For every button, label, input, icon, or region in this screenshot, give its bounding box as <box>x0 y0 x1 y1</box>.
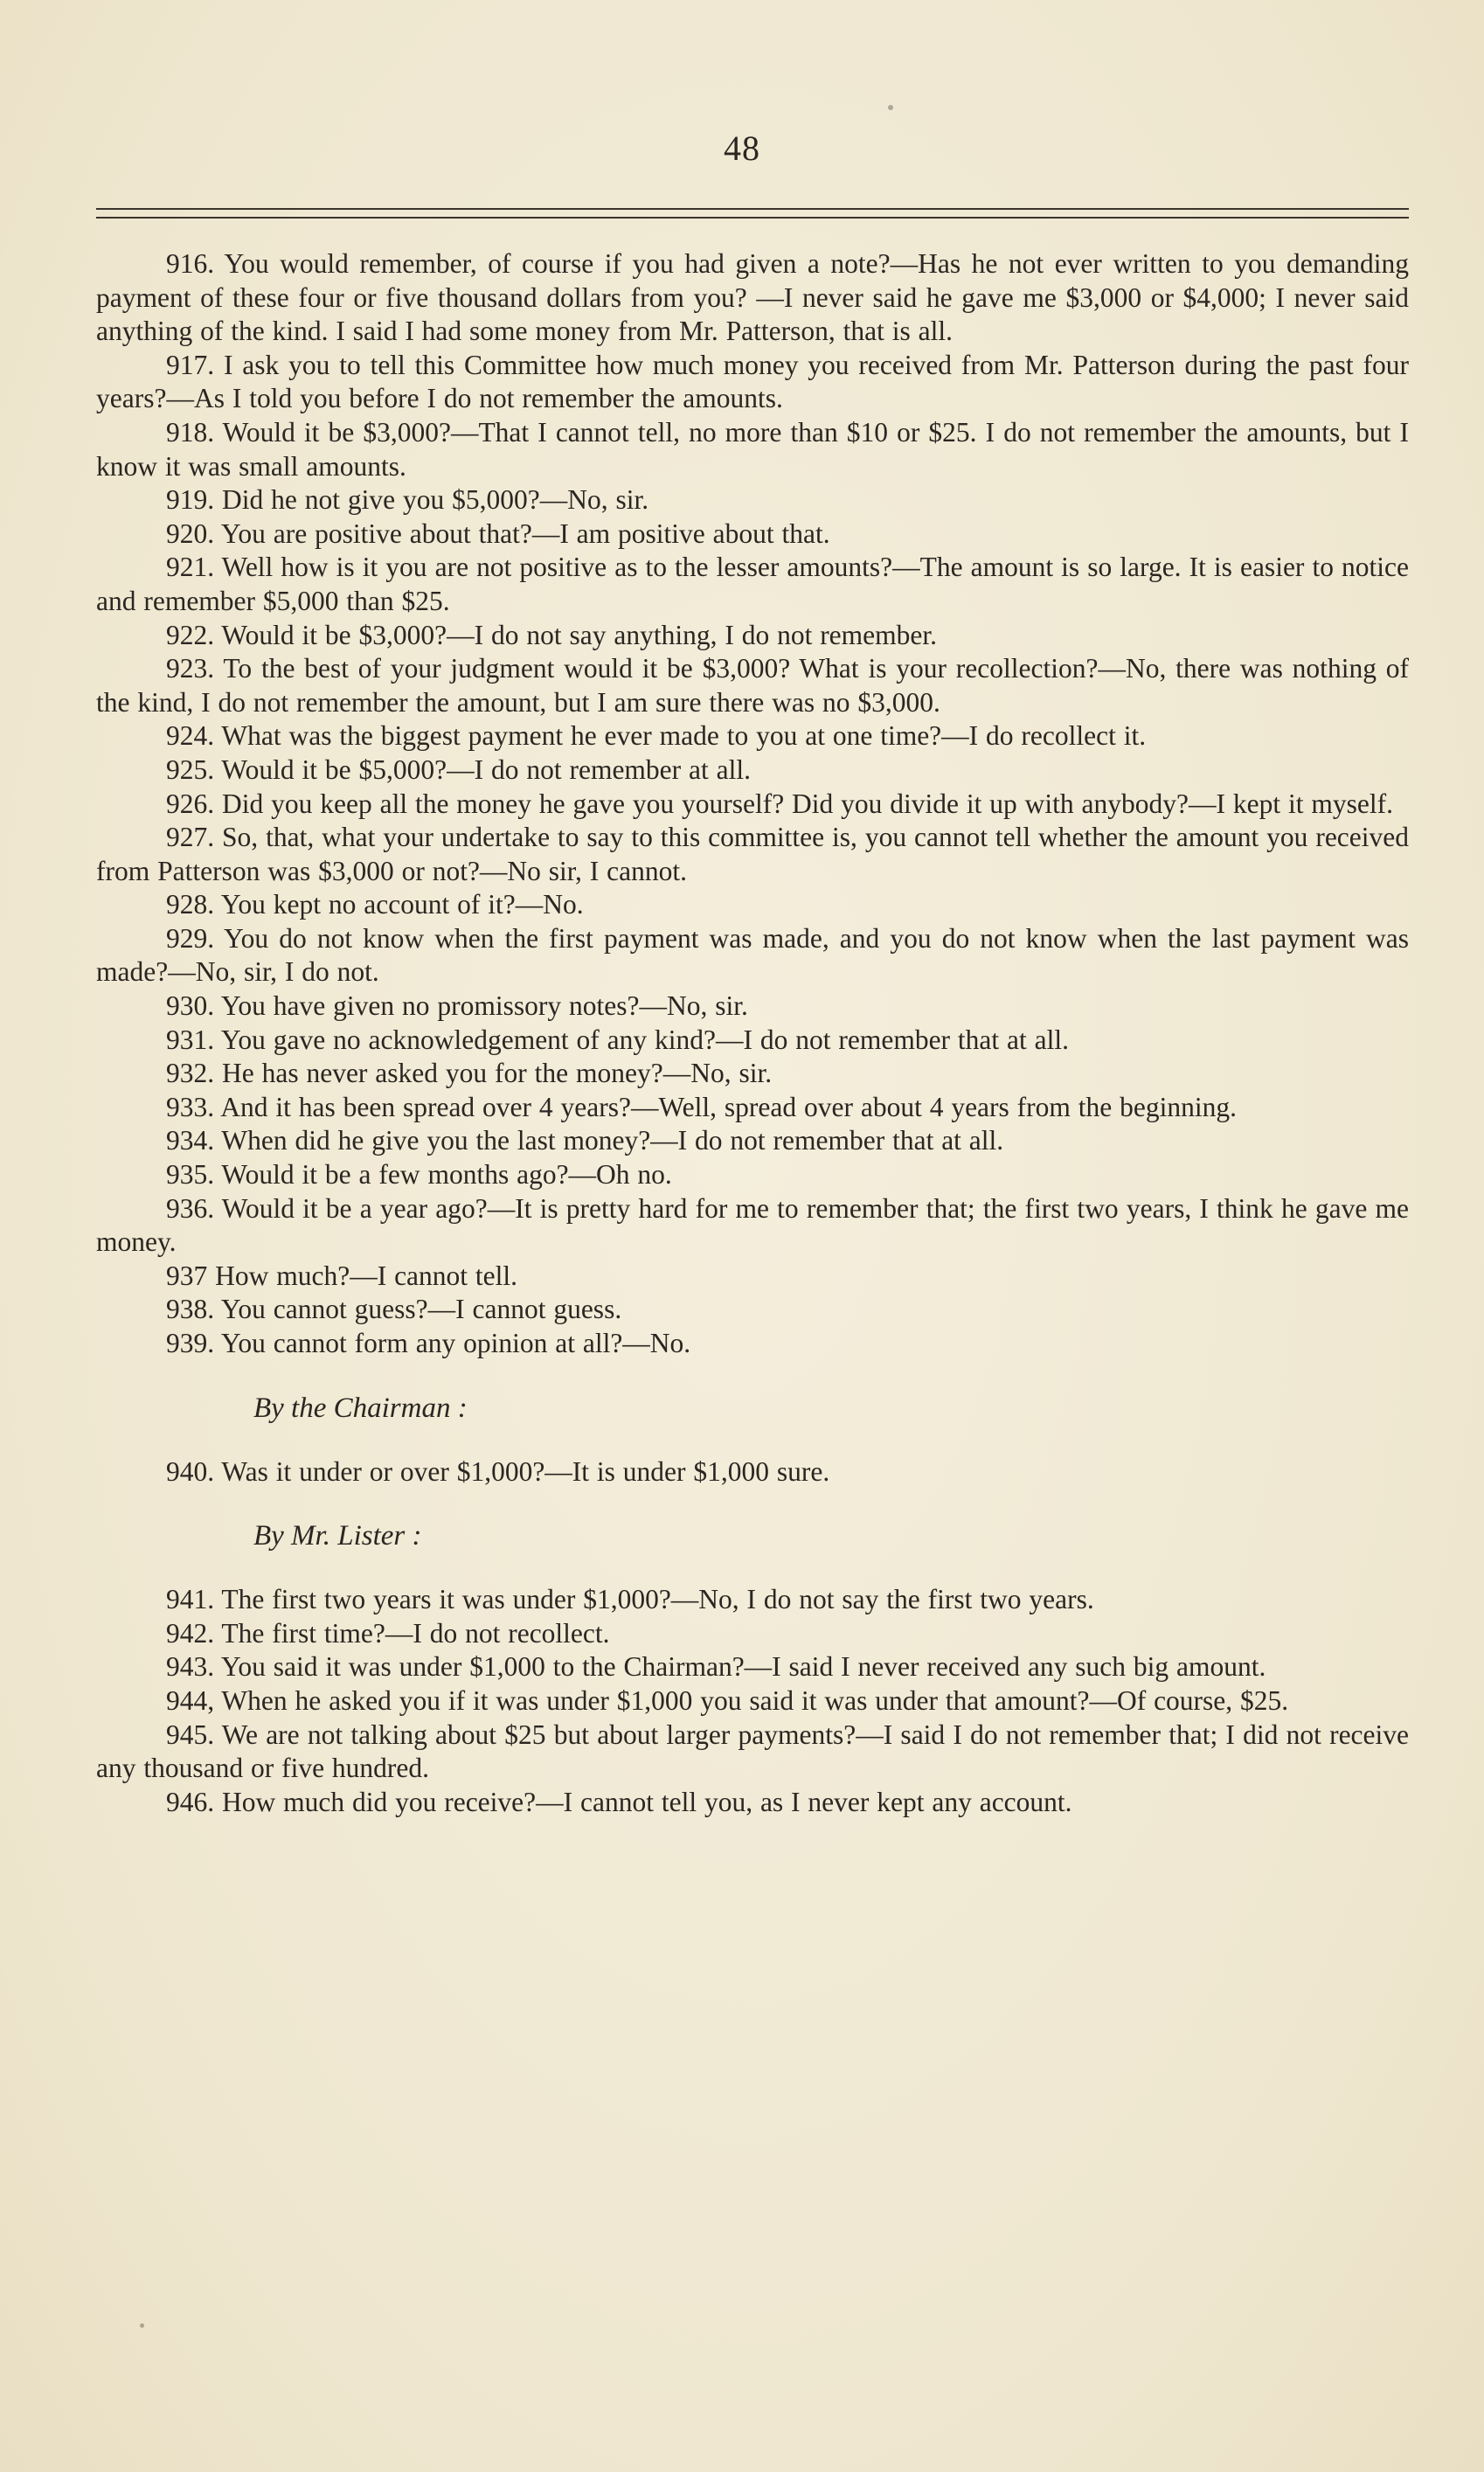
testimony-paragraph: 938. You cannot guess?—I cannot guess. <box>166 1294 622 1325</box>
testimony-paragraph: 927. So, that, what your undertake to say to this committee is, you cannot tell whether the amount you received from Patterson was $3,000 or not?—No sir, I cannot. <box>96 822 1409 886</box>
testimony-paragraph: 930. You have given no promissory notes?—No, sir. <box>166 990 748 1022</box>
testimony-paragraph: 917. I ask you to tell this Committee how much money you received from Mr. Patterson during the past four years?—As I told you before I do not remember the amounts. <box>96 349 1409 414</box>
testimony-paragraph: 940. Was it under or over $1,000?—It is under $1,000 sure. <box>166 1455 830 1487</box>
testimony-paragraph: 944, When he asked you if it was under $1,000 you said it was under that amount?—Of course, $25. <box>166 1684 1289 1716</box>
testimony-paragraph: 941. The first two years it was under $1,000?—No, I do not say the first two years. <box>166 1584 1094 1615</box>
testimony-paragraph: 935. Would it be a few months ago?—Oh no. <box>166 1159 672 1191</box>
ink-speck <box>888 105 893 110</box>
testimony-paragraph: 945. We are not talking about $25 but about larger payments?—I said I do not remember that; I did not receive any thousand or five hundred. <box>96 1719 1409 1784</box>
section-heading-chairman: By the Chairman : <box>253 1392 468 1424</box>
testimony-paragraph: 926. Did you keep all the money he gave you yourself? Did you divide it up with anybody?—I kept it myself. <box>166 788 1393 819</box>
testimony-paragraph: 923. To the best of your judgment would it be $3,000? What is your recollection?—No, there was nothing of the kind, I do not remember the amount, but I am sure there was no $3,000. <box>96 653 1409 718</box>
header-rule-bottom <box>96 217 1409 219</box>
testimony-paragraph: 946. How much did you receive?—I cannot tell you, as I never kept any account. <box>166 1786 1072 1817</box>
testimony-paragraph: 928. You kept no account of it?—No. <box>166 889 584 920</box>
testimony-paragraph: 939. You cannot form any opinion at all?—No. <box>166 1328 691 1358</box>
testimony-paragraph: 943. You said it was under $1,000 to the Chairman?—I said I never received any such big amount. <box>166 1651 1266 1683</box>
testimony-paragraph: 929. You do not know when the first payment was made, and you do not know when the last payment was made?—No, sir, I do not. <box>96 922 1409 988</box>
testimony-paragraph: 919. Did he not give you $5,000?—No, sir. <box>166 484 649 516</box>
testimony-body <box>96 247 1409 1819</box>
testimony-paragraph: 934. When did he give you the last money?—I do not remember that at all. <box>166 1125 1004 1156</box>
testimony-paragraph: 931. You gave no acknowledgement of any kind?—I do not remember that at all. <box>166 1024 1069 1055</box>
testimony-paragraph: 937 How much?—I cannot tell. <box>166 1260 518 1291</box>
testimony-paragraph: 918. Would it be $3,000?—That I cannot tell, no more than $10 or $25. I do not remember the amounts, but I know it was small amounts. <box>96 416 1409 482</box>
testimony-paragraph: 932. He has never asked you for the money?—No, sir. <box>166 1058 773 1089</box>
testimony-paragraph: 924. What was the biggest payment he ever made to you at one time?—I do recollect it. <box>166 720 1147 752</box>
testimony-paragraph: 936. Would it be a year ago?—It is pretty hard for me to remember that; the first two years, I think he gave me money. <box>96 1192 1409 1258</box>
page-number: 48 <box>724 128 760 168</box>
testimony-paragraph: 942. The first time?—I do not recollect. <box>166 1617 610 1649</box>
testimony-paragraph: 916. You would remember, of course if you had given a note?—Has he not ever written to you demanding payment of these four or five thousand dollars from you? —I never said he gave me $3,000 or $4,000; I never said anything of the kind. I said I had some money from Mr. Patterson, that is all. <box>96 248 1409 347</box>
header-rule-top <box>96 208 1409 210</box>
testimony-paragraph: 925. Would it be $5,000?—I do not remember at all. <box>166 753 751 785</box>
testimony-paragraph: 920. You are positive about that?—I am positive about that. <box>166 517 830 549</box>
testimony-paragraph: 933. And it has been spread over 4 years?—Well, spread over about 4 years from the beginning. <box>166 1091 1237 1122</box>
ink-speck <box>140 2323 144 2328</box>
testimony-paragraph: 921. Well how is it you are not positive as to the lesser amounts?—The amount is so large. It is easier to notice and remember $5,000 than $25. <box>96 552 1409 616</box>
testimony-paragraph: 922. Would it be $3,000?—I do not say anything, I do not remember. <box>166 619 938 650</box>
section-heading-lister: By Mr. Lister : <box>253 1520 422 1552</box>
